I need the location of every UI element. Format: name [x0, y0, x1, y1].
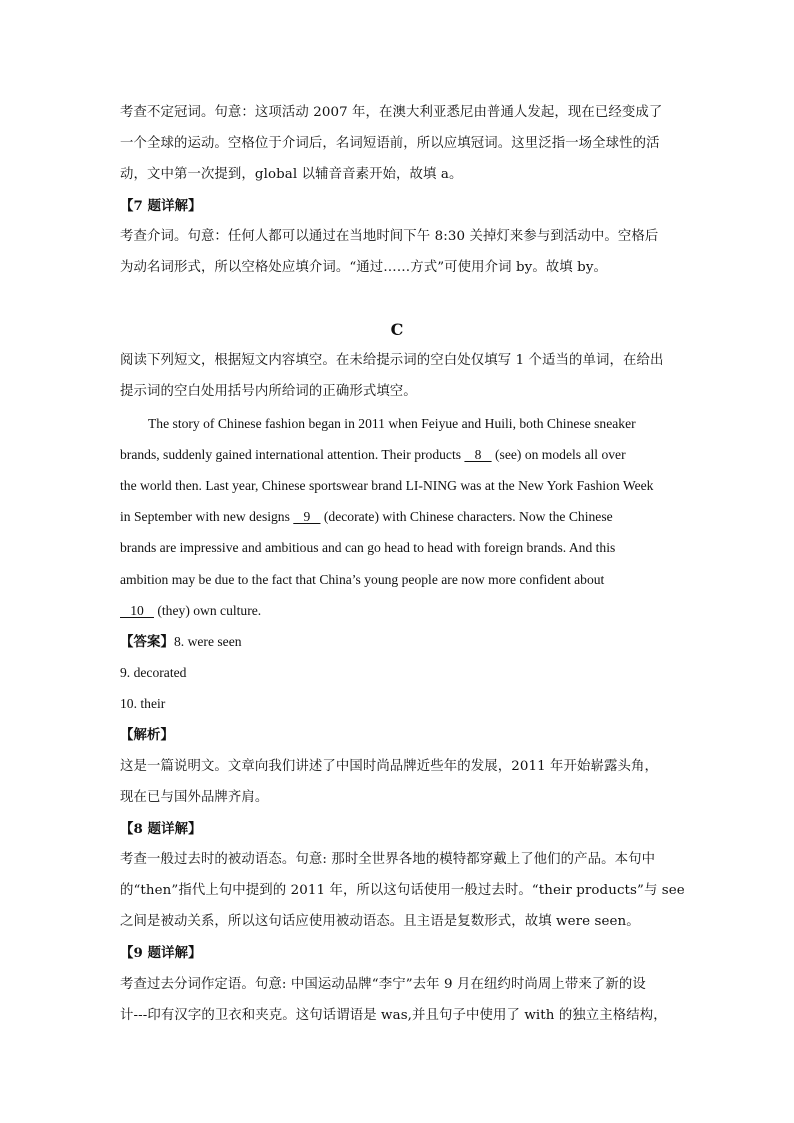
- answers-line: [120, 633, 680, 652]
- passage-text: (decorate) with Chinese characters. Now the Chinese: [320, 509, 613, 524]
- section1-line-3: 动，文中第一次提到，global 以辅音音素开始，故填 a。: [120, 167, 463, 182]
- passage-text: (see) on models all over: [491, 447, 626, 462]
- passage-line-6: ambition may be due to the fact that China’s young people are now more confident about: [120, 572, 605, 587]
- answer-8: 8. were seen: [173, 634, 242, 649]
- passage-line-2: [120, 446, 680, 464]
- q9-header: 【9 题详解】: [120, 945, 202, 961]
- q8-line-1: 考查一般过去时的被动语态。句意: 那时全世界各地的模特都穿戴上了他们的产品。本句中: [120, 852, 656, 867]
- q9-line-1: 考查过去分词作定语。句意: 中国运动品牌“李宁”去年 9 月在纽约时尚周上带来了新的设: [120, 977, 646, 992]
- answers-header: 【答案】: [120, 634, 174, 650]
- instruction-line-2: 提示词的空白处用括号内所给词的正确形式填空。: [120, 384, 417, 399]
- blank-9: 9: [293, 509, 321, 524]
- passage-line-4: [120, 508, 680, 526]
- passage-line-5: brands are impressive and ambitious and can go head to head with foreign brands. And this: [120, 540, 616, 555]
- blank-10: 10: [120, 603, 154, 618]
- part-c-label: C: [390, 320, 404, 339]
- analysis-line-2: 现在已与国外品牌齐肩。: [120, 790, 269, 805]
- section1-line-1: 考查不定冠词。句意：这项活动 2007 年，在澳大利亚悉尼由普通人发起，现在已经变成了: [120, 105, 663, 120]
- q8-line-3: 之间是被动关系，所以这句话应使用被动语态。且主语是复数形式，故填 were seen。: [120, 914, 640, 929]
- analysis-header: 【解析】: [120, 727, 174, 743]
- answer-9: 9. decorated: [120, 665, 187, 680]
- analysis-line-1: 这是一篇说明文。文章向我们讲述了中国时尚品牌近些年的发展，2011 年开始崭露头角，: [120, 759, 658, 774]
- passage-line-7: [120, 602, 680, 620]
- q8-header: 【8 题详解】: [120, 821, 202, 837]
- instruction-line-1: 阅读下列短文，根据短文内容填空。在未给提示词的空白处仅填写 1 个适当的单词，在给出: [120, 353, 664, 368]
- q7-line-2: 为动名词形式，所以空格处应填介词。“通过……方式”可使用介词 by。故填 by。: [120, 260, 607, 275]
- q8-line-2: 的“then”指代上句中提到的 2011 年，所以这句话使用一般过去时。“their products”与 see: [120, 883, 685, 898]
- answer-10: 10. their: [120, 696, 166, 711]
- passage-text: brands, suddenly gained international attention. Their products: [120, 447, 465, 462]
- section1-line-2: 一个全球的运动。空格位于介词后，名词短语前，所以应填冠词。这里泛指一场全球性的活: [120, 136, 660, 151]
- blank-8: 8: [464, 447, 492, 462]
- passage-text: in September with new designs: [120, 509, 294, 524]
- passage-text: (they) own culture.: [153, 603, 262, 618]
- q9-line-2: 计---印有汉字的卫衣和夹克。这句话谓语是 was,并且句子中使用了 with 的独立主格结构，: [120, 1008, 667, 1023]
- passage-line-3: the world then. Last year, Chinese sportswear brand LI-NING was at the New York Fashion Week: [120, 478, 654, 493]
- q7-line-1: 考查介词。句意：任何人都可以通过在当地时间下午 8:30 关掉灯来参与到活动中。空格后: [120, 229, 659, 244]
- passage-line-1: The story of Chinese fashion began in 2011 when Feiyue and Huili, both Chinese sneaker: [148, 416, 636, 431]
- q7-header: 【7 题详解】: [120, 198, 202, 214]
